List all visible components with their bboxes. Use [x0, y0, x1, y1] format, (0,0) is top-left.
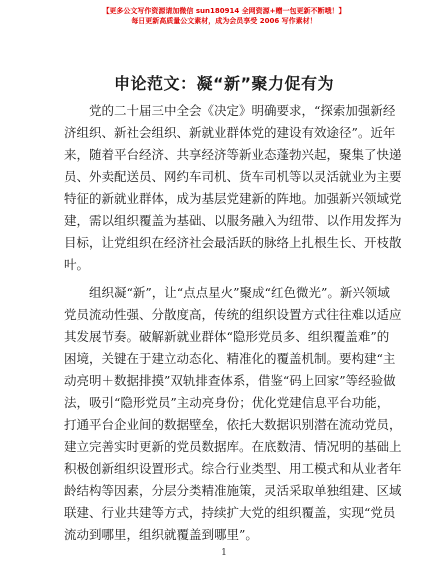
text-line: 党的二十届三中全会《决定》明确要求，“探索加强新经 — [89, 103, 396, 118]
text-line: 法，吸引“隐形党员”主动亮身份；优化党建信息平台功能， — [64, 395, 390, 410]
header-banner — [0, 6, 448, 26]
text-line: 特征的新就业群体，成为基层党建新的阵地。加强新兴领域党 — [64, 191, 402, 206]
text-line: 联建、行业共建等方式，持续扩大党的组织覆盖，实现“党员 — [64, 505, 396, 520]
text-line: 员、外卖配送员、网约车司机、货车司机等以灵活就业为主要 — [64, 169, 402, 184]
text-line: 其发展节奏。破解新就业群体“隐形党员多、组织覆盖难”的 — [64, 329, 390, 344]
banner-line-1: 【更多公文写作资源请加微信 sun180914 全网资源+赠一包更新不断哦！】 — [102, 7, 346, 15]
text-line: 来，随着平台经济、共享经济等新业态蓬勃兴起，聚集了快递 — [64, 147, 402, 162]
paragraph-1 — [64, 100, 402, 276]
text-line: 济组织、新社会组织、新就业群体党的建设有效途径”。近年 — [64, 125, 396, 140]
text-line: 党员流动性强、分散度高，传统的组织设置方式往往难以适应 — [64, 307, 402, 322]
text-line: 叶。 — [64, 257, 90, 272]
text-line: 困境，关键在于建立动态化、精准化的覆盖机制。要构建“主 — [64, 351, 396, 366]
text-line: 积极创新组织设置形式。综合行业类型、用工模式和从业者年 — [64, 461, 402, 476]
banner-line-2: 每日更新高质量公文素材，成为会员享受 2006 写作素材！ — [131, 17, 317, 25]
text-line: 目标，让党组织在经济社会最活跃的脉络上扎根生长、开枝散 — [64, 235, 402, 250]
page-number: 1 — [221, 548, 227, 558]
document-title: 申论范文：凝“新”聚力促有为 — [113, 74, 335, 93]
text-line: 组织凝“新”，让“点点星火”聚成“红色微光”。新兴领域 — [89, 285, 390, 300]
document-body — [64, 100, 402, 552]
text-line: 流动到哪里，组织就覆盖到哪里”。 — [64, 527, 258, 542]
text-line: 建立完善实时更新的党员数据库。在底数清、情况明的基础上 — [64, 439, 402, 454]
text-line: 打通平台企业间的数据壁垒，依托大数据识别潜在流动党员， — [64, 417, 402, 432]
text-line: 动亮明＋数据排摸”双轨排查体系，借鉴“码上回家”等经验做 — [64, 373, 396, 388]
text-line: 建，需以组织覆盖为基础、以服务融入为纽带、以作用发挥为 — [64, 213, 402, 228]
text-line: 龄结构等因素，分层分类精准施策，灵活采取单独组建、区域 — [64, 483, 402, 498]
paragraph-2 — [64, 282, 402, 546]
